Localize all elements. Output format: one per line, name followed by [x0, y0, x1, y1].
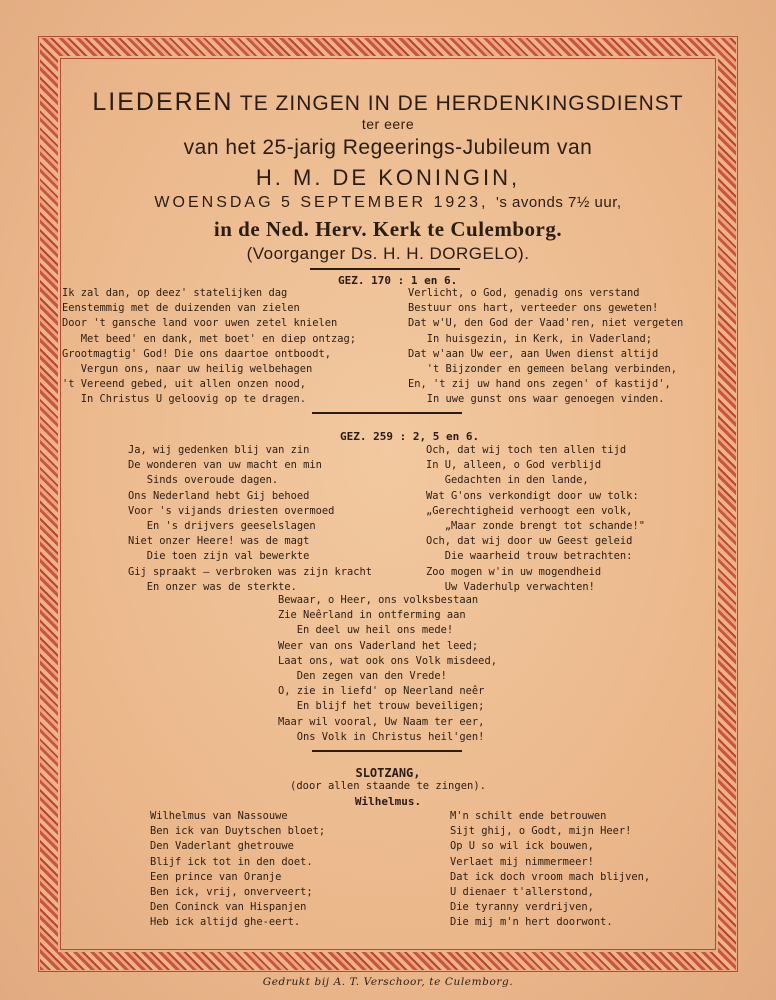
hymn1-left-verse — [62, 286, 356, 408]
verse-line: Dat ick doch vroom mach blijven, — [450, 870, 651, 883]
verse-line: Blijf ick tot in den doet. — [150, 855, 313, 868]
verse-line: Sinds overoude dagen. — [128, 474, 279, 487]
verse-line: Gij spraakt — verbroken was zijn kracht — [128, 565, 372, 578]
verse-line: Den Vaderlant ghetrouwe — [150, 840, 294, 853]
preacher-line: (Voorganger Ds. H. H. DORGELO). — [246, 244, 530, 263]
verse-line: Laat ons, wat ook ons Volk misdeed, — [278, 654, 497, 667]
subtitle: ter eere — [361, 116, 415, 132]
slotzang-right-verse — [450, 809, 650, 931]
verse-line: 't Vereend gebed, uit allen onzen nood, — [62, 378, 306, 391]
hymn1-right-verse — [408, 286, 683, 408]
verse-line: Wat G'ons verkondigt door uw tolk: — [426, 489, 639, 502]
jubilee-line: van het 25-jarig Regeerings-Jubileum van — [183, 136, 593, 159]
verse-line: Vergun ons, naar uw heilig welbehagen — [62, 362, 313, 375]
verse-line: En deel uw heil ons mede! — [278, 624, 454, 637]
verse-line: Door 't gansche land voor uwen zetel knielen — [62, 317, 338, 330]
verse-line: Die mij m'n hert doorwont. — [450, 916, 613, 929]
verse-line: Die tyranny verdrijven, — [450, 901, 594, 914]
verse-line: En 's drijvers geeselslagen — [128, 519, 316, 532]
verse-line: Ja, wij gedenken blij van zin — [128, 444, 310, 456]
hymn2-center-verse — [278, 593, 497, 745]
verse-line: Ons Nederland hebt Gij behoed — [128, 489, 310, 502]
verse-line: Sijt ghij, o Godt, mijn Heer! — [450, 825, 632, 838]
verse-line: Och, dat wij door uw Geest geleid — [426, 535, 633, 548]
verse-line: „Maar zonde brengt tot schande!" — [426, 519, 645, 532]
verse-line: De wonderen van uw macht en min — [128, 459, 322, 472]
verse-line: Zie Neêrland in ontferming aan — [278, 609, 466, 622]
slotzang-note: (door allen staande te zingen). — [290, 780, 486, 792]
title-big: LIEDEREN — [92, 88, 234, 116]
verse-line: Ik zal dan, op deez' statelijken dag — [62, 287, 288, 299]
date: WOENSDAG 5 SEPTEMBER 1923, — [154, 194, 489, 211]
verse-line: In uwe gunst ons waar genoegen vinden. — [408, 393, 665, 406]
verse-line: Ben ick van Duytschen bloet; — [150, 825, 326, 838]
verse-line: Dat w'aan Uw eer, aan Uwen dienst altijd — [408, 347, 659, 360]
verse-line: Grootmagtig' God! Die ons daartoe ontboodt, — [62, 347, 331, 360]
verse-line: Zoo mogen w'in uw mogendheid — [426, 565, 602, 578]
verse-line: Verlicht, o God, genadig ons verstand — [408, 287, 640, 299]
verse-line: Den Coninck van Hispanjen — [150, 901, 307, 914]
verse-line: Maar wil vooral, Uw Naam ter eer, — [278, 715, 485, 728]
verse-line: O, zie in liefd' op Neerland neêr — [278, 685, 485, 698]
verse-line: Wilhelmus van Nassouwe — [150, 810, 288, 822]
verse-line: Bewaar, o Heer, ons volksbestaan — [278, 594, 479, 606]
verse-line: Eenstemmig met de duizenden van zielen — [62, 302, 300, 315]
hymn2-left-verse — [128, 443, 372, 595]
verse-line: Die waarheid trouw betrachten: — [426, 550, 633, 563]
verse-line: „Gerechtigheid verhoogt een volk, — [426, 504, 633, 517]
hymn1-heading: GEZ. 170 : 1 en 6. — [338, 274, 458, 287]
divider-rule — [312, 412, 462, 414]
verse-line: Heb ick altijd ghe-eert. — [150, 916, 301, 929]
verse-line: Voor 's vijands driesten overmoed — [128, 504, 335, 517]
verse-line: Och, dat wij toch ten allen tijd — [426, 444, 627, 456]
verse-line: Dat w'U, den God der Vaad'ren, niet vergeten — [408, 317, 684, 330]
slotzang-song-title: Wilhelmus. — [354, 795, 422, 808]
verse-line: En onzer was de sterkte. — [128, 580, 297, 593]
verse-line: Den zegen van den Vrede! — [278, 669, 447, 682]
verse-line: Op U so wil ick bouwen, — [450, 840, 594, 853]
content-area — [62, 66, 714, 946]
divider-rule — [310, 268, 460, 270]
verse-line: Met beed' en dank, met boet' en diep ontzag; — [62, 332, 357, 345]
hymn2-right-verse — [426, 443, 645, 595]
verse-line: Een prince van Oranje — [150, 870, 282, 883]
slotzang-left-verse — [150, 809, 325, 931]
title-rest: TE ZINGEN IN DE HERDENKINGSDIENST — [239, 92, 684, 115]
verse-line: Ben ick, vrij, onverveert; — [150, 885, 313, 898]
date-line — [62, 194, 714, 212]
verse-line: Bestuur ons hart, verteeder ons geweten! — [408, 302, 659, 315]
time: 's avonds 7½ uur, — [495, 194, 622, 211]
divider-rule — [312, 750, 462, 752]
hymn2-heading: GEZ. 259 : 2, 5 en 6. — [340, 430, 480, 443]
printer-credit: Gedrukt bij A. T. Verschoor, te Culemborg. — [262, 976, 514, 988]
verse-line: In U, alleen, o God verblijd — [426, 459, 602, 472]
verse-line: In huisgezin, in Kerk, in Vaderland; — [408, 332, 652, 345]
verse-line: 't Bijzonder en gemeen belang verbinden, — [408, 362, 677, 375]
queen-line: H. M. DE KONINGIN, — [255, 165, 521, 190]
verse-line: En, 't zij uw hand ons zegen' of kastijd', — [408, 378, 671, 391]
slotzang-heading: SLOTZANG, — [355, 766, 421, 780]
verse-line: Ons Volk in Christus heil'gen! — [278, 730, 485, 743]
verse-line: Die toen zijn val bewerkte — [128, 550, 310, 563]
verse-line: In Christus U geloovig op te dragen. — [62, 393, 306, 406]
verse-line: Verlaet mij nimmermeer! — [450, 855, 594, 868]
verse-line: U dienaer t'allerstond, — [450, 885, 594, 898]
verse-line: M'n schilt ende betrouwen — [450, 810, 607, 822]
verse-line: Gedachten in den lande, — [426, 474, 589, 487]
verse-line: Niet onzer Heere! was de magt — [128, 535, 310, 548]
place-line: in de Ned. Herv. Kerk te Culemborg. — [213, 217, 563, 241]
verse-line: Uw Vaderhulp verwachten! — [426, 580, 595, 593]
verse-line: Weer van ons Vaderland het leed; — [278, 639, 479, 652]
title — [62, 88, 714, 117]
verse-line: En blijf het trouw beveiligen; — [278, 700, 485, 713]
